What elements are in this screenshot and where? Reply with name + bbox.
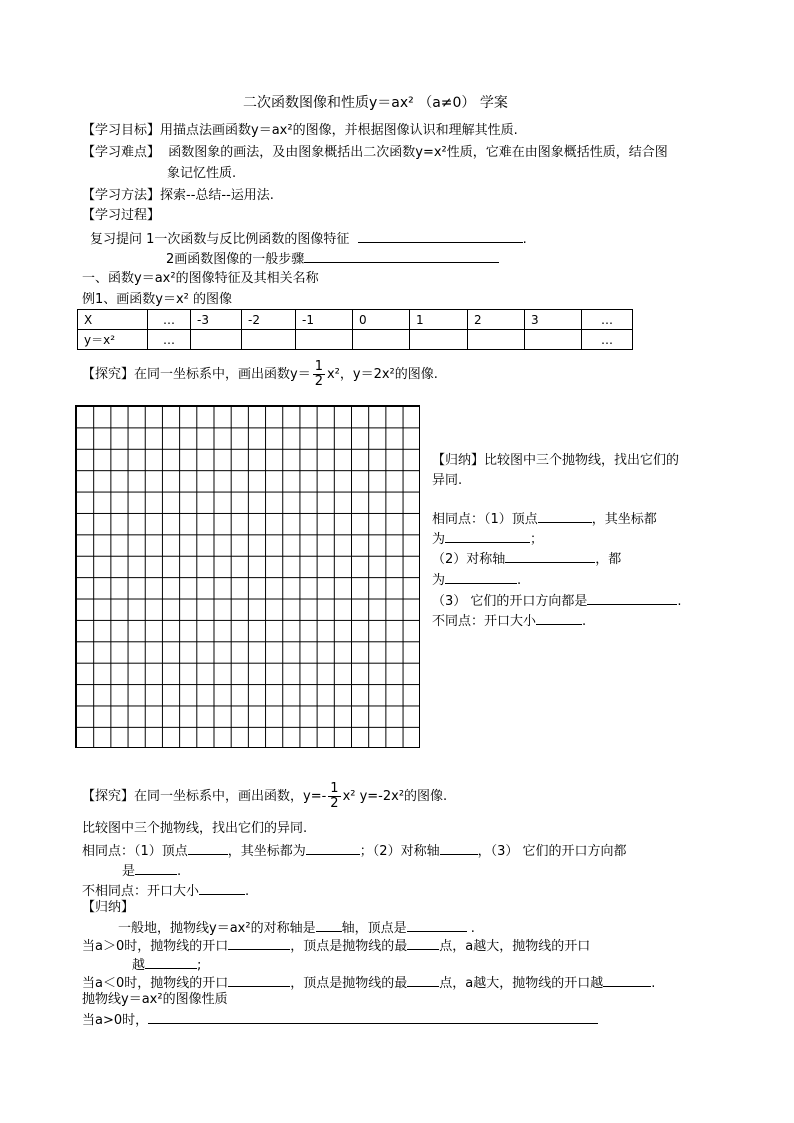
answer-blank[interactable]: [407, 919, 467, 932]
table-cell[interactable]: [468, 330, 525, 350]
same-1-label: 相同点：（1）顶点: [432, 512, 538, 527]
same-2-label: （2）对称轴: [432, 552, 506, 567]
answer-blank[interactable]: [228, 974, 290, 987]
goal-tag: 【学习目标】: [82, 123, 161, 138]
process-tag: 【学习过程】: [82, 208, 161, 223]
section-heading: 一、函数y＝ax²的图像特征及其相关名称: [82, 271, 319, 286]
fraction: [328, 782, 340, 811]
same-3-label: （3） 它们的开口方向都是: [432, 594, 588, 609]
answer-blank[interactable]: [538, 510, 592, 523]
method-tag: 【学习方法】: [82, 188, 161, 203]
goal-text: 用描点法画函数y＝ax²的图像，并根据图像认识和理解其性质.: [160, 123, 518, 138]
same-2c-label: 为: [432, 573, 446, 588]
answer-blank[interactable]: [445, 571, 517, 584]
same-1-text: ，其坐标都: [591, 512, 657, 527]
review-q2: [166, 250, 499, 268]
table-cell[interactable]: [191, 330, 242, 350]
answer-blank[interactable]: [306, 842, 360, 855]
s2-l4b: ，顶点是抛物线的最: [290, 976, 408, 991]
difficulty-tag: 【学习难点】: [82, 145, 161, 160]
goal-line: [82, 123, 518, 139]
review-q1-text: 复习提问 1一次函数与反比例函数的图像特征: [90, 232, 350, 247]
fraction: [313, 360, 325, 389]
difficulty-text-1: 函数图象的画法，及由图象概括出二次函数y=x²性质，它难在由图象概括性质，结合图: [168, 145, 668, 160]
table-cell: -1: [296, 310, 353, 330]
same-line-c: ；（2）对称轴: [359, 844, 440, 859]
answer-blank[interactable]: [304, 250, 499, 263]
s2-l4a: 当a＜0时，抛物线的开口: [82, 976, 229, 991]
table-cell[interactable]: [242, 330, 296, 350]
answer-blank[interactable]: [407, 937, 439, 950]
answer-blank[interactable]: [148, 1011, 598, 1024]
summary-1-head: [432, 451, 679, 491]
answer-blank[interactable]: [407, 974, 439, 987]
answer-blank[interactable]: [536, 612, 582, 625]
method-text: 探索--总结--运用法.: [160, 188, 274, 203]
summary-2-l2: [82, 937, 590, 955]
summary-1-head-line2: 异同.: [432, 473, 463, 488]
summary-2-l5: 抛物线y＝ax²的图像性质: [82, 992, 228, 1007]
answer-blank[interactable]: [445, 530, 530, 543]
summary-1-same-1: [432, 510, 657, 528]
explore-1-prefix: 【探究】在同一坐标系中，画出函数y＝: [82, 367, 311, 382]
value-table: [77, 309, 633, 350]
table-cell: …: [148, 330, 191, 350]
summary-2-l1: 一般地，抛物线y＝ax²的对称轴是 轴，顶点是 .: [118, 921, 475, 936]
table-row: [78, 330, 633, 350]
page-title: 二次函数图像和性质y＝ax² （a≠0） 学案: [243, 95, 508, 111]
s2-l6: 当a>0时，: [82, 1013, 149, 1028]
s2-l4c: 点，a越大，抛物线的开口越: [439, 976, 604, 991]
review-q2-text: 2画函数图像的一般步骤: [166, 252, 305, 267]
explore-1-suffix: x²，y＝2x²的图像.: [326, 367, 438, 382]
table-cell: 1: [410, 310, 468, 330]
explore-1: [82, 360, 438, 390]
summary-2-l6: [82, 1011, 598, 1029]
diff-line: 不相同点：开口大小 .: [82, 884, 250, 899]
summary-1-same-2b: 为 .: [432, 573, 522, 588]
answer-blank[interactable]: [199, 882, 245, 895]
table-cell: 2: [468, 310, 525, 330]
table-cell: …: [148, 310, 191, 330]
table-cell: …: [582, 310, 633, 330]
s2-l2b: ，顶点是抛物线的最: [290, 939, 408, 954]
table-cell[interactable]: [525, 330, 582, 350]
fraction-denominator: 2: [314, 374, 323, 389]
method-line: [82, 188, 274, 204]
table-cell: -3: [191, 310, 242, 330]
example-heading: 例1、画函数y＝x² 的图像: [82, 292, 233, 307]
graph-paper-grid[interactable]: [75, 405, 420, 748]
summary-2-l3: 越 ;: [132, 958, 202, 973]
answer-blank[interactable]: [587, 592, 677, 605]
table-cell: -2: [242, 310, 296, 330]
answer-blank[interactable]: [145, 956, 197, 969]
diff-line-text: 不相同点：开口大小: [82, 884, 200, 899]
same-line-cont: 是 .: [122, 864, 182, 879]
s2-l2a: 当a＞0时，抛物线的开口: [82, 939, 229, 954]
summary-1-same-2: [432, 550, 621, 568]
answer-blank[interactable]: [188, 842, 228, 855]
answer-blank[interactable]: [358, 230, 523, 243]
fraction-numerator: 1: [330, 781, 339, 796]
table-cell: …: [582, 330, 633, 350]
answer-blank[interactable]: [135, 862, 177, 875]
table-cell: y＝x²: [78, 330, 148, 350]
same-2-text: ，都: [595, 552, 622, 567]
table-cell: X: [78, 310, 148, 330]
difficulty-line: [82, 145, 668, 161]
table-cell: 3: [525, 310, 582, 330]
summary-2-tag: 【归纳】: [82, 900, 135, 915]
summary-2-l4: 当a＜0时，抛物线的开口 ，顶点是抛物线的最 点，a越大，抛物线的开口越 .: [82, 976, 656, 991]
fraction-denominator: 2: [330, 796, 339, 811]
same-line: [82, 842, 626, 860]
explore-2: [82, 782, 447, 812]
same-line-e: 是: [122, 864, 136, 879]
s2-l1b: 轴，顶点是: [341, 921, 407, 936]
summary-1-head-line1: 【归纳】比较图中三个抛物线，找出它们的: [432, 453, 680, 468]
answer-blank[interactable]: [505, 550, 595, 563]
fraction-numerator: 1: [314, 359, 323, 374]
table-row: [78, 310, 633, 330]
summary-1-same-3: （3） 它们的开口方向都是 .: [432, 594, 682, 609]
same-line-d: ，（3） 它们的开口方向都: [477, 844, 627, 859]
explore-2-prefix: 【探究】在同一坐标系中，画出函数，y=-: [82, 789, 327, 804]
review-q1: 复习提问 1一次函数与反比例函数的图像特征 .: [90, 232, 527, 247]
table-cell[interactable]: [353, 330, 410, 350]
s2-l2c: 点，a越大，抛物线的开口: [439, 939, 591, 954]
diff-label: 不同点：开口大小: [432, 614, 537, 629]
difficulty-text-2: 象记忆性质.: [167, 166, 237, 181]
answer-blank[interactable]: [603, 974, 651, 987]
summary-1-same-1b: 为 ；: [432, 532, 544, 547]
s2-l1a: 一般地，抛物线y＝ax²的对称轴是: [118, 921, 316, 936]
explore-2-suffix: x² y=-2x²的图像.: [342, 789, 448, 804]
table-cell: 0: [353, 310, 410, 330]
same-line-a: 相同点：（1）顶点: [82, 844, 188, 859]
same-1c-label: 为: [432, 532, 446, 547]
compare-line: 比较图中三个抛物线，找出它们的异同.: [82, 821, 308, 836]
answer-blank[interactable]: [228, 937, 290, 950]
table-cell[interactable]: [410, 330, 468, 350]
table-cell[interactable]: [296, 330, 353, 350]
summary-1-diff: 不同点：开口大小 .: [432, 614, 587, 629]
same-line-b: ，其坐标都为: [227, 844, 306, 859]
answer-blank[interactable]: [316, 919, 342, 932]
s2-l3: 越: [132, 958, 146, 973]
answer-blank[interactable]: [440, 842, 478, 855]
